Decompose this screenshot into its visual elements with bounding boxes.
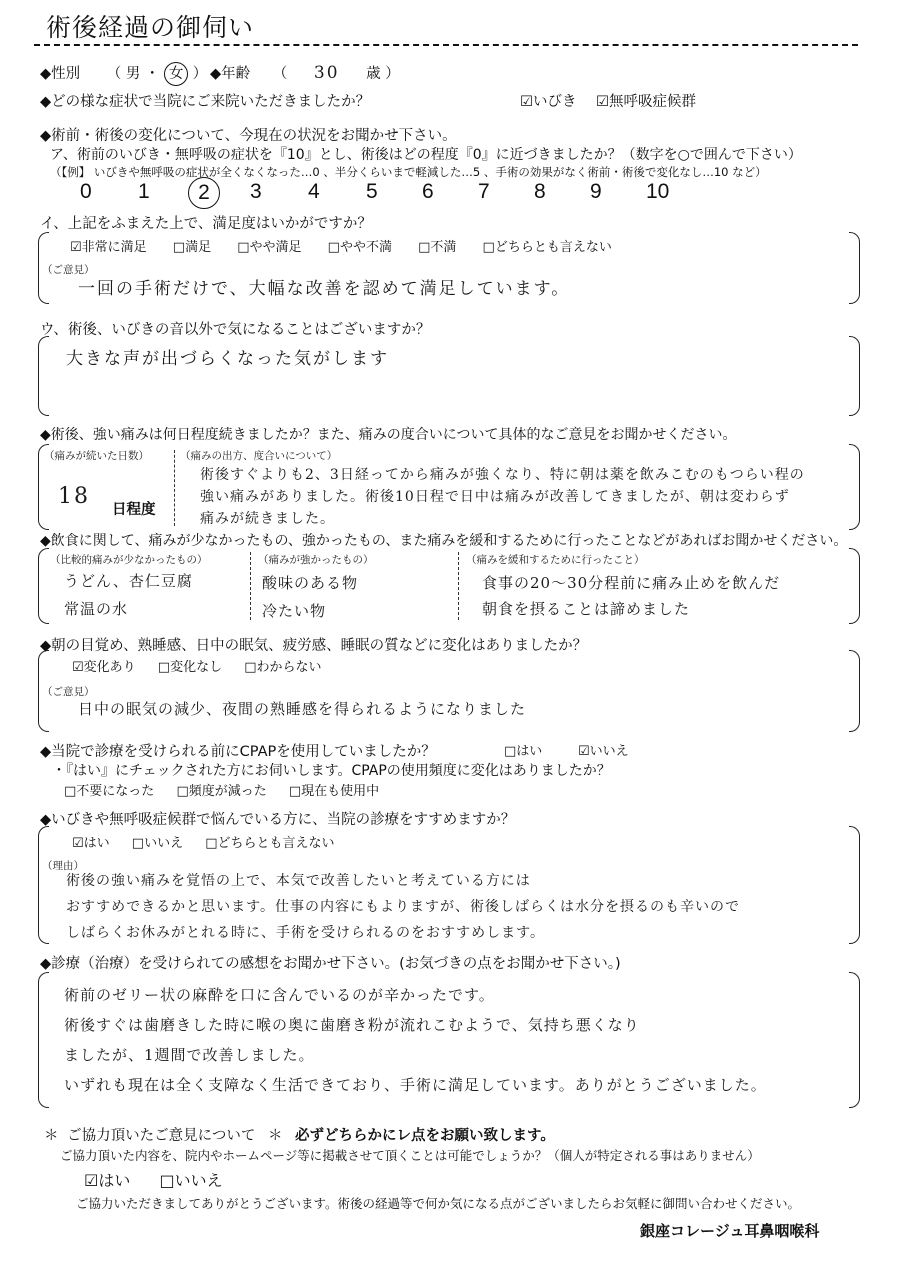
gender-close: ） [192,66,208,82]
sleep-question: ◆朝の目覚め、熟睡感、日中の眠気、疲労感、睡眠の質などに変化はありましたか？ [40,638,588,654]
food-col3-label: （痛みを緩和するために行ったこと） [466,554,645,566]
recommend-reason-line-3[interactable]: しばらくお休みがとれる時に、手術を受けられるのをおすすめします。 [66,925,546,941]
scale-row [80,180,680,210]
impression-line-4[interactable]: いずれも現在は全く支障なく生活できており、手術に満足しています。ありがとうございました。 [64,1076,767,1094]
recommend-yes-checkbox[interactable]: ☑はい [72,836,110,851]
scale-1[interactable]: 1 [138,180,150,203]
pain-degree-label: （痛みの出方、度合いについて） [180,450,338,462]
gender-dot: ・ [144,66,160,82]
symptom-question: ◆どの様な症状で当院にご来院いただきましたか？ [40,94,371,110]
recommend-neither-checkbox[interactable]: □どちらとも言えない [205,836,335,851]
cpap-reduced-checkbox[interactable]: □頻度が減った [176,784,267,799]
gender-male[interactable]: 男 [125,66,141,82]
consent-no-checkbox[interactable]: □いいえ [159,1171,223,1190]
food-col1-line-1[interactable]: うどん、杏仁豆腐 [64,572,193,590]
scale-3[interactable]: 3 [250,180,262,203]
pain-days-unit: 日程度 [112,502,156,518]
impression-line-3[interactable]: ましたが、1週間で改善しました。 [64,1046,315,1064]
change-subquestion: ア、術前のいびき・無呼吸の症状を『10』とし、術後はどの程度『0』に近づきましたか？（数字を○で囲んで下さい） [50,147,802,163]
cpap-question: ◆当院で診療を受けられる前にCPAPを使用していましたか？ [40,744,436,760]
scale-5[interactable]: 5 [366,180,378,203]
symptom-snoring-checkbox[interactable]: ☑いびき [520,94,577,110]
satisfaction-options [70,236,612,255]
sat-somewhat-satisfied-checkbox[interactable]: □やや満足 [237,240,302,255]
footer-thanks: ご協力いただきましてありがとうございます。術後の経過等で何か気になる点がございましたらお気軽に御問い合わせください。 [76,1196,801,1211]
footer-about: ご協力頂いたご意見について [67,1128,256,1144]
title-divider [34,44,858,46]
other-question: ウ、術後、いびきの音以外で気になることはございますか？ [40,322,431,338]
cpap-yes-checkbox[interactable]: □はい [504,744,543,759]
food-col3-line-1[interactable]: 食事の20～30分程前に痛み止めを飲んだ [482,574,781,592]
pain-divider [174,450,175,526]
food-divider-1 [250,552,251,620]
footer-must-check: 必ずどちらかにレ点をお願い致します。 [295,1128,555,1144]
cpap-no-checkbox[interactable]: ☑いいえ [578,744,629,759]
scale-4[interactable]: 4 [308,180,320,203]
other-answer[interactable]: 大きな声が出づらくなった気がします [66,349,389,369]
scale-6[interactable]: 6 [422,180,434,203]
satisfaction-question: イ、上記をふまえた上で、満足度はいかがですか？ [40,216,372,232]
scale-7[interactable]: 7 [478,180,490,203]
pain-degree-line-2[interactable]: 強い痛みがありました。術後10日程で日中は痛みが改善してきましたが、朝は変わらず [200,489,790,505]
scale-9[interactable]: 9 [590,180,602,203]
age-open: （ [272,66,288,82]
sleep-comment[interactable]: 日中の眠気の減少、夜間の熟睡感を得られるようになりました [78,700,527,718]
food-col1-label: （比較的痛みが少なかったもの） [50,554,208,566]
sleep-unknown-checkbox[interactable]: □わからない [244,660,322,675]
page-title: 術後経過の御伺い [46,13,255,42]
gender-label: ◆性別 [40,66,81,82]
food-col2-line-2[interactable]: 冷たい物 [262,602,327,620]
pain-degree-line-3[interactable]: 痛みが続きました。 [200,511,335,527]
impression-line-1[interactable]: 術前のゼリー状の麻酔を口に含んでいるのが辛かったです。 [64,986,495,1004]
recommend-reason-label: （理由） [42,860,84,872]
sat-dissatisfied-checkbox[interactable]: □不満 [418,240,457,255]
impression-line-2[interactable]: 術後すぐは歯磨きした時に喉の奥に歯磨き粉が流れこむようで、気持ち悪くなり [64,1016,640,1034]
pain-days-label: （痛みが続いた日数） [44,450,149,462]
pain-degree-line-1[interactable]: 術後すぐよりも2、3日経ってから痛みが強くなり、特に朝は薬を飲みこむのもつらい程の [200,467,805,483]
scale-2-selected[interactable]: 2 [188,177,220,209]
food-divider-2 [458,552,459,620]
sat-satisfied-checkbox[interactable]: □満足 [172,240,212,255]
sleep-no-change-checkbox[interactable]: □変化なし [157,660,223,675]
change-example: （【例】 いびきや無呼吸の症状が全くなくなった…0 、半分くらいまで軽減した…5 、手術の効果がなく術前・術後で変化なし…10 など） [50,165,767,179]
age-label: ◆年齢 [210,66,251,82]
footer-consent-options [84,1168,223,1191]
footer-heading [44,1124,555,1145]
food-col1-line-2[interactable]: 常温の水 [64,600,129,618]
food-col2-line-1[interactable]: 酸味のある物 [262,574,359,592]
consent-yes-checkbox[interactable]: ☑はい [84,1171,131,1190]
food-col3-line-2[interactable]: 朝食を摂ることは諦めました [482,600,691,618]
footer-star-2: ＊ [267,1128,283,1144]
recommend-reason-line-2[interactable]: おすすめできるかと思います。仕事の内容にもよりますが、術後しばらくは水分を摂るのも辛いので [66,899,741,915]
footer-consent-question: ご協力頂いた内容を、院内やホームページ等に掲載させて頂くことは可能でしょうか？（個人が特定される事はありません） [60,1148,760,1163]
food-question: ◆飲食に関して、痛みが少なかったもの、強かったもの、また痛みを緩和するために行ったことなどがあればお聞かせください。 [40,533,848,549]
sat-neither-checkbox[interactable]: □どちらとも言えない [482,240,612,255]
impression-question: ◆診療（治療）を受けられての感想をお聞かせ下さい。(お気づきの点をお聞かせ下さい。) [40,956,621,972]
scale-8[interactable]: 8 [534,180,546,203]
change-question: ◆術前・術後の変化について、今現在の状況をお聞かせ下さい。 [40,128,457,144]
sleep-comment-label: （ご意見） [42,686,95,698]
symptom-apnea-checkbox[interactable]: ☑無呼吸症候群 [596,94,696,110]
food-col2-label: （痛みが強かったもの） [258,554,374,566]
clinic-name: 銀座コレージュ耳鼻咽喉科 [640,1222,820,1240]
scale-10[interactable]: 10 [646,180,670,203]
recommend-options [72,832,335,851]
pain-question: ◆術後、強い痛みは何日程度続きましたか？また、痛みの度合いについて具体的なご意見をお聞かせください。 [40,427,737,443]
sat-very-satisfied-checkbox[interactable]: ☑非常に満足 [70,240,147,255]
satisfaction-comment-label: （ご意見） [42,264,95,276]
recommend-question: ◆いびきや無呼吸症候群で悩んでいる方に、当院の診療をすすめますか？ [40,812,516,828]
cpap-options [64,780,379,799]
gender-female-selected[interactable]: 女 [164,62,188,86]
footer-star-1: ＊ [44,1128,59,1144]
gender-open: （ [106,66,122,82]
gender-row [40,62,207,86]
satisfaction-comment[interactable]: 一回の手術だけで、大幅な改善を認めて満足しています。 [78,279,571,299]
cpap-unneeded-checkbox[interactable]: □不要になった [64,784,155,799]
age-close: ） [385,66,400,82]
age-unit: 歳 [366,66,381,82]
sleep-options [72,656,322,675]
scale-0[interactable]: 0 [80,180,92,203]
pain-days-value[interactable]: 18 [58,484,90,509]
sleep-changed-checkbox[interactable]: ☑変化あり [72,660,136,675]
age-value[interactable]: 30 [313,63,340,83]
cpap-still-using-checkbox[interactable]: □現在も使用中 [288,784,380,799]
recommend-reason-line-1[interactable]: 術後の強い痛みを覚悟の上で、本気で改善したいと考えている方には [66,873,531,889]
sat-somewhat-dissatisfied-checkbox[interactable]: □やや不満 [327,240,392,255]
cpap-subquestion: ・『はい』にチェックされた方にお伺いします。CPAPの使用頻度に変化はありましたか？ [52,763,611,779]
age-row [210,62,400,83]
recommend-no-checkbox[interactable]: □いいえ [131,836,184,851]
